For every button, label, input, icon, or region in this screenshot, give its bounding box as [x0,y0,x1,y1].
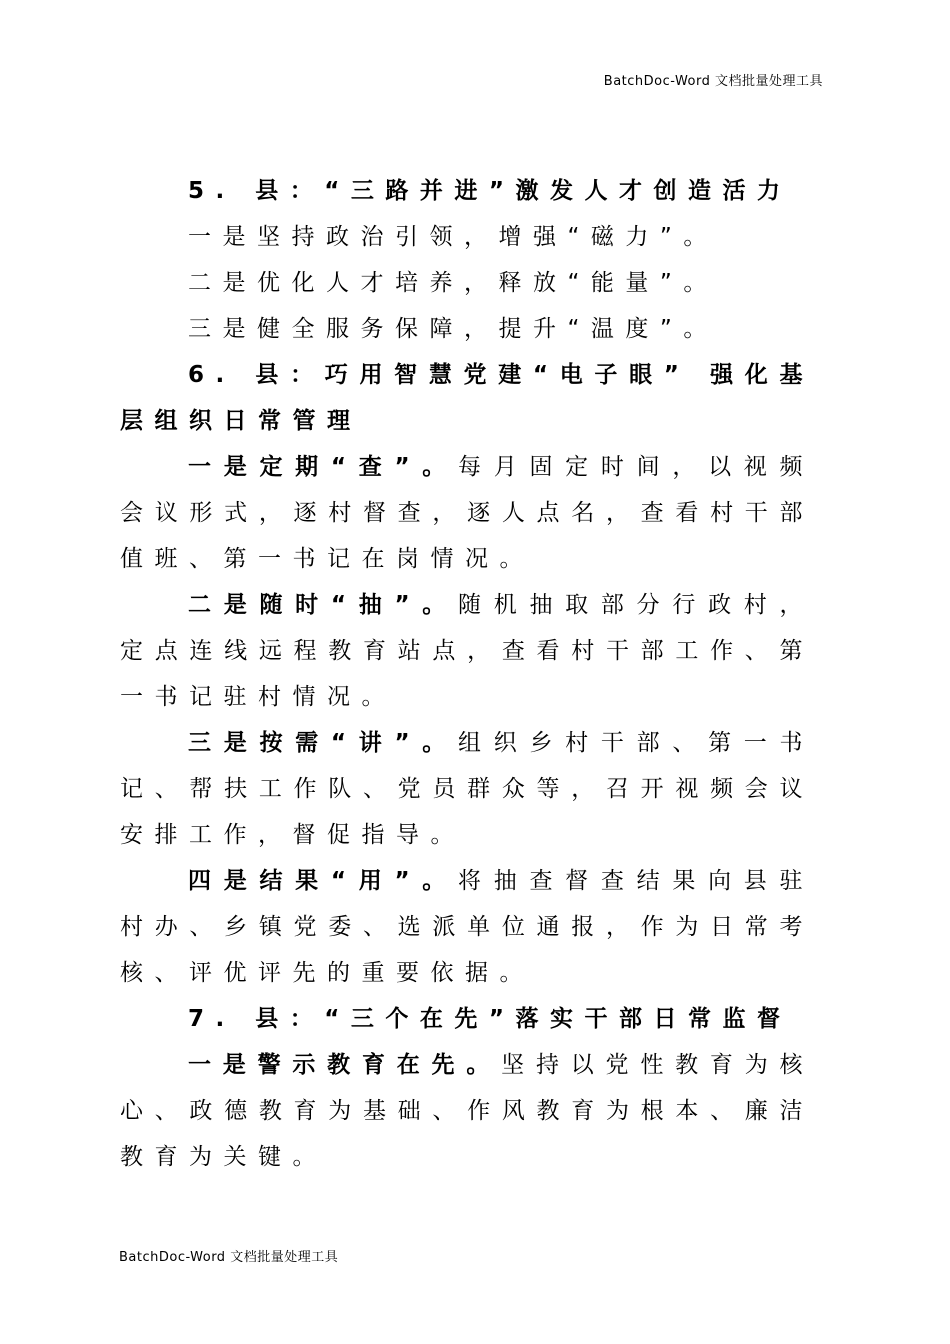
paragraph-text: 随机抽取部分行政村，定点连线远程教育站点，查看村干部工作、第一书记驻村情况。 [120,592,815,710]
section-5-item-3: 三是健全服务保障，提升“温度”。 [188,316,718,342]
section-heading-6: 6. 县：巧用智慧党建“电子眼” 强化基层组织日常管理 [120,362,814,434]
paragraph-lead: 四是结果“用”。 [188,868,459,894]
paragraph-lead: 一是警示教育在先。 [188,1052,502,1078]
paragraph-lead: 一是定期“查”。 [188,454,459,480]
section-7-paragraph-1 [120,1042,814,1180]
section-5-item-1: 一是坚持政治引领，增强“磁力”。 [188,224,718,250]
paragraph-text: 将抽查督查结果向县驻村办、乡镇党委、选派单位通报，作为日常考核、评优评先的重要依据。 [120,868,815,986]
section-6-paragraph-3 [120,720,814,858]
paragraph-lead: 二是随时“抽”。 [188,592,459,618]
paragraph-text: 组织乡村干部、第一书记、帮扶工作队、党员群众等，召开视频会议安排工作，督促指导。 [120,730,815,848]
paragraph-text: 每月固定时间，以视频会议形式，逐村督查，逐人点名，查看村干部值班、第一书记在岗情况。 [120,454,815,572]
section-heading-7: 7. 县：“三个在先”落实干部日常监督 [188,1006,792,1032]
section-6-paragraph-2 [120,582,814,720]
paragraph-text: 坚持以党性教育为核心、政德教育为基础、作风教育为根本、廉洁教育为关键。 [120,1052,815,1170]
paragraph-lead: 三是按需“讲”。 [188,730,459,756]
section-6-paragraph-1 [120,444,814,582]
page-header: BatchDoc-Word 文档批量处理工具 [603,74,823,89]
section-6-paragraph-4 [120,858,814,996]
section-heading-5: 5. 县：“三路并进”激发人才创造活力 [188,178,792,204]
document-body [120,168,814,1180]
page-footer: BatchDoc-Word 文档批量处理工具 [119,1250,339,1265]
section-5-item-2: 二是优化人才培养，释放“能量”。 [188,270,718,296]
